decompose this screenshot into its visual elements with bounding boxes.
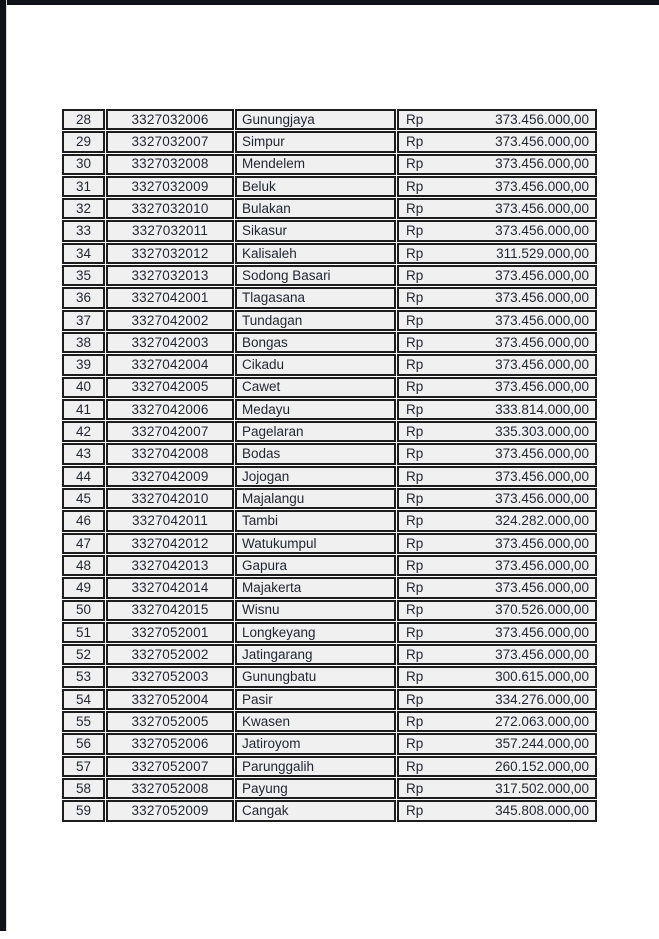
row-number-cell: 51 [62, 622, 105, 643]
amount-cell [397, 510, 597, 531]
amount-wrap [399, 668, 595, 685]
page-edge-top [0, 0, 659, 5]
amount-cell [397, 176, 597, 197]
amount-value: 335.303.000,00 [495, 424, 589, 440]
amount-cell [397, 220, 597, 241]
village-name-cell: Majalangu [235, 488, 396, 509]
village-code-cell: 3327042007 [106, 421, 234, 442]
currency-label: Rp [406, 424, 424, 440]
currency-label: Rp [406, 490, 424, 506]
table-row [62, 733, 597, 754]
amount-wrap [399, 178, 595, 195]
amount-wrap [399, 624, 595, 641]
row-number-cell: 42 [62, 421, 105, 442]
table-row [62, 466, 597, 487]
amount-value: 357.244.000,00 [495, 736, 589, 752]
amount-value: 334.276.000,00 [495, 691, 589, 707]
village-name-cell: Wisnu [235, 600, 396, 621]
village-name-cell: Beluk [235, 176, 396, 197]
village-code-cell: 3327042005 [106, 377, 234, 398]
village-code-cell: 3327052006 [106, 733, 234, 754]
currency-label: Rp [406, 535, 424, 551]
table-row [62, 443, 597, 464]
amount-value: 373.456.000,00 [495, 267, 589, 283]
amount-value: 373.456.000,00 [495, 647, 589, 663]
currency-label: Rp [406, 156, 424, 172]
village-code-cell: 3327052004 [106, 689, 234, 710]
currency-label: Rp [406, 178, 424, 194]
currency-label: Rp [406, 669, 424, 685]
row-number-cell: 41 [62, 399, 105, 420]
amount-cell [397, 600, 597, 621]
amount-wrap [399, 334, 595, 351]
table-row [62, 756, 597, 777]
amount-wrap [399, 691, 595, 708]
village-code-cell: 3327042003 [106, 332, 234, 353]
amount-cell [397, 310, 597, 331]
amount-value: 373.456.000,00 [495, 490, 589, 506]
currency-label: Rp [406, 357, 424, 373]
amount-cell [397, 443, 597, 464]
village-code-cell: 3327032011 [106, 220, 234, 241]
village-name-cell: Bulakan [235, 198, 396, 219]
amount-wrap [399, 156, 595, 173]
amount-wrap [399, 379, 595, 396]
row-number-cell: 53 [62, 666, 105, 687]
amount-cell [397, 399, 597, 420]
amount-wrap [399, 200, 595, 217]
row-number-cell: 45 [62, 488, 105, 509]
table-row [62, 109, 597, 130]
amount-value: 373.456.000,00 [495, 580, 589, 596]
row-number-cell: 57 [62, 756, 105, 777]
table-row [62, 377, 597, 398]
currency-label: Rp [406, 736, 424, 752]
village-name-cell: Bodas [235, 443, 396, 464]
currency-label: Rp [406, 134, 424, 150]
village-name-cell: Kwasen [235, 711, 396, 732]
row-number-cell: 52 [62, 644, 105, 665]
amount-value: 373.456.000,00 [495, 446, 589, 462]
village-code-cell: 3327052007 [106, 756, 234, 777]
currency-label: Rp [406, 111, 424, 127]
amount-cell [397, 733, 597, 754]
village-code-cell: 3327032012 [106, 243, 234, 264]
amount-value: 373.456.000,00 [495, 468, 589, 484]
table-row [62, 622, 597, 643]
table-row [62, 689, 597, 710]
table-row [62, 176, 597, 197]
row-number-cell: 59 [62, 800, 105, 821]
currency-label: Rp [406, 602, 424, 618]
amount-value: 373.456.000,00 [495, 134, 589, 150]
currency-label: Rp [406, 201, 424, 217]
row-number-cell: 30 [62, 154, 105, 175]
row-number-cell: 46 [62, 510, 105, 531]
amount-value: 300.615.000,00 [495, 669, 589, 685]
amount-cell [397, 154, 597, 175]
village-code-cell: 3327042013 [106, 555, 234, 576]
currency-label: Rp [406, 401, 424, 417]
table-row [62, 243, 597, 264]
row-number-cell: 49 [62, 577, 105, 598]
village-code-cell: 3327042002 [106, 310, 234, 331]
amount-value: 373.456.000,00 [495, 156, 589, 172]
village-name-cell: Jatiroyom [235, 733, 396, 754]
table-row [62, 154, 597, 175]
amount-wrap [399, 289, 595, 306]
currency-label: Rp [406, 245, 424, 261]
village-allocation-table [61, 108, 598, 823]
row-number-cell: 55 [62, 711, 105, 732]
village-code-cell: 3327042004 [106, 354, 234, 375]
currency-label: Rp [406, 334, 424, 350]
table-row [62, 488, 597, 509]
table-row [62, 577, 597, 598]
village-code-cell: 3327042015 [106, 600, 234, 621]
row-number-cell: 28 [62, 109, 105, 130]
amount-wrap [399, 646, 595, 663]
amount-wrap [399, 468, 595, 485]
amount-cell [397, 332, 597, 353]
currency-label: Rp [406, 446, 424, 462]
amount-wrap [399, 802, 595, 819]
currency-label: Rp [406, 557, 424, 573]
village-name-cell: Sikasur [235, 220, 396, 241]
amount-wrap [399, 111, 595, 128]
row-number-cell: 38 [62, 332, 105, 353]
village-name-cell: Jojogan [235, 466, 396, 487]
amount-value: 370.526.000,00 [495, 602, 589, 618]
amount-wrap [399, 758, 595, 775]
amount-wrap [399, 356, 595, 373]
row-number-cell: 43 [62, 443, 105, 464]
currency-label: Rp [406, 468, 424, 484]
amount-value: 345.808.000,00 [495, 803, 589, 819]
village-name-cell: Majakerta [235, 577, 396, 598]
village-name-cell: Gunungbatu [235, 666, 396, 687]
row-number-cell: 31 [62, 176, 105, 197]
currency-label: Rp [406, 758, 424, 774]
amount-cell [397, 555, 597, 576]
village-code-cell: 3327032007 [106, 131, 234, 152]
currency-label: Rp [406, 267, 424, 283]
amount-wrap [399, 512, 595, 529]
amount-cell [397, 644, 597, 665]
amount-cell [397, 622, 597, 643]
village-name-cell: Tundagan [235, 310, 396, 331]
village-name-cell: Tambi [235, 510, 396, 531]
table-row [62, 800, 597, 821]
village-code-cell: 3327032010 [106, 198, 234, 219]
table-row [62, 354, 597, 375]
row-number-cell: 29 [62, 131, 105, 152]
amount-wrap [399, 312, 595, 329]
currency-label: Rp [406, 513, 424, 529]
table-row [62, 533, 597, 554]
amount-cell [397, 466, 597, 487]
village-code-cell: 3327042012 [106, 533, 234, 554]
village-name-cell: Jatingarang [235, 644, 396, 665]
amount-cell [397, 243, 597, 264]
row-number-cell: 39 [62, 354, 105, 375]
amount-wrap [399, 535, 595, 552]
village-code-cell: 3327032013 [106, 265, 234, 286]
village-name-cell: Pagelaran [235, 421, 396, 442]
currency-label: Rp [406, 803, 424, 819]
village-name-cell: Payung [235, 778, 396, 799]
amount-cell [397, 354, 597, 375]
amount-value: 373.456.000,00 [495, 312, 589, 328]
village-code-cell: 3327052002 [106, 644, 234, 665]
row-number-cell: 50 [62, 600, 105, 621]
village-name-cell: Parunggalih [235, 756, 396, 777]
amount-cell [397, 756, 597, 777]
amount-cell [397, 421, 597, 442]
row-number-cell: 37 [62, 310, 105, 331]
village-name-cell: Cangak [235, 800, 396, 821]
amount-value: 373.456.000,00 [495, 334, 589, 350]
table-row [62, 510, 597, 531]
village-code-cell: 3327042008 [106, 443, 234, 464]
currency-label: Rp [406, 223, 424, 239]
amount-cell [397, 577, 597, 598]
amount-wrap [399, 713, 595, 730]
amount-value: 373.456.000,00 [495, 357, 589, 373]
amount-cell [397, 689, 597, 710]
village-name-cell: Gapura [235, 555, 396, 576]
amount-wrap [399, 735, 595, 752]
table-row [62, 644, 597, 665]
village-code-cell: 3327052003 [106, 666, 234, 687]
amount-wrap [399, 401, 595, 418]
amount-value: 272.063.000,00 [495, 713, 589, 729]
village-code-cell: 3327042010 [106, 488, 234, 509]
amount-value: 373.456.000,00 [495, 111, 589, 127]
table-row [62, 220, 597, 241]
currency-label: Rp [406, 379, 424, 395]
table-row [62, 332, 597, 353]
amount-value: 373.456.000,00 [495, 379, 589, 395]
row-number-cell: 44 [62, 466, 105, 487]
table-row [62, 265, 597, 286]
amount-cell [397, 711, 597, 732]
village-code-cell: 3327032008 [106, 154, 234, 175]
currency-label: Rp [406, 624, 424, 640]
village-code-cell: 3327042014 [106, 577, 234, 598]
amount-value: 311.529.000,00 [496, 245, 589, 261]
amount-wrap [399, 602, 595, 619]
village-name-cell: Cikadu [235, 354, 396, 375]
village-name-cell: Cawet [235, 377, 396, 398]
amount-value: 373.456.000,00 [495, 178, 589, 194]
table-row [62, 310, 597, 331]
row-number-cell: 56 [62, 733, 105, 754]
table-row [62, 198, 597, 219]
village-code-cell: 3327032009 [106, 176, 234, 197]
row-number-cell: 34 [62, 243, 105, 264]
row-number-cell: 54 [62, 689, 105, 710]
amount-wrap [399, 267, 595, 284]
village-name-cell: Bongas [235, 332, 396, 353]
village-code-cell: 3327042006 [106, 399, 234, 420]
amount-cell [397, 666, 597, 687]
amount-wrap [399, 579, 595, 596]
amount-value: 373.456.000,00 [495, 290, 589, 306]
village-name-cell: Longkeyang [235, 622, 396, 643]
amount-value: 373.456.000,00 [495, 535, 589, 551]
amount-wrap [399, 133, 595, 150]
amount-cell [397, 533, 597, 554]
amount-value: 333.814.000,00 [495, 401, 589, 417]
row-number-cell: 33 [62, 220, 105, 241]
village-name-cell: Gunungjaya [235, 109, 396, 130]
village-code-cell: 3327052009 [106, 800, 234, 821]
amount-cell [397, 265, 597, 286]
row-number-cell: 48 [62, 555, 105, 576]
village-code-cell: 3327042009 [106, 466, 234, 487]
amount-cell [397, 198, 597, 219]
village-name-cell: Mendelem [235, 154, 396, 175]
village-code-cell: 3327042011 [106, 510, 234, 531]
amount-cell [397, 800, 597, 821]
village-code-cell: 3327052005 [106, 711, 234, 732]
village-name-cell: Tlagasana [235, 287, 396, 308]
village-code-cell: 3327032006 [106, 109, 234, 130]
village-code-cell: 3327042001 [106, 287, 234, 308]
currency-label: Rp [406, 312, 424, 328]
amount-value: 373.456.000,00 [495, 557, 589, 573]
amount-cell [397, 131, 597, 152]
currency-label: Rp [406, 647, 424, 663]
row-number-cell: 40 [62, 377, 105, 398]
amount-value: 373.456.000,00 [495, 201, 589, 217]
amount-cell [397, 377, 597, 398]
village-name-cell: Simpur [235, 131, 396, 152]
currency-label: Rp [406, 580, 424, 596]
currency-label: Rp [406, 290, 424, 306]
table-row [62, 399, 597, 420]
amount-value: 317.502.000,00 [495, 780, 589, 796]
village-name-cell: Watukumpul [235, 533, 396, 554]
village-name-cell: Medayu [235, 399, 396, 420]
row-number-cell: 35 [62, 265, 105, 286]
row-number-cell: 47 [62, 533, 105, 554]
currency-label: Rp [406, 780, 424, 796]
amount-cell [397, 778, 597, 799]
table-row [62, 555, 597, 576]
table-row [62, 600, 597, 621]
amount-wrap [399, 780, 595, 797]
amount-wrap [399, 557, 595, 574]
amount-value: 260.152.000,00 [495, 758, 589, 774]
amount-value: 373.456.000,00 [495, 624, 589, 640]
amount-wrap [399, 222, 595, 239]
currency-label: Rp [406, 713, 424, 729]
table-row [62, 421, 597, 442]
amount-value: 324.282.000,00 [495, 513, 589, 529]
row-number-cell: 58 [62, 778, 105, 799]
village-code-cell: 3327052001 [106, 622, 234, 643]
amount-cell [397, 488, 597, 509]
currency-label: Rp [406, 691, 424, 707]
page-edge-shadow [6, 0, 7, 931]
village-name-cell: Pasir [235, 689, 396, 710]
row-number-cell: 36 [62, 287, 105, 308]
table-row [62, 711, 597, 732]
village-name-cell: Sodong Basari [235, 265, 396, 286]
village-name-cell: Kalisaleh [235, 243, 396, 264]
row-number-cell: 32 [62, 198, 105, 219]
amount-cell [397, 287, 597, 308]
table-row [62, 666, 597, 687]
amount-value: 373.456.000,00 [495, 223, 589, 239]
village-code-cell: 3327052008 [106, 778, 234, 799]
table-row [62, 287, 597, 308]
amount-cell [397, 109, 597, 130]
amount-wrap [399, 490, 595, 507]
amount-wrap [399, 445, 595, 462]
table-row [62, 131, 597, 152]
amount-wrap [399, 245, 595, 262]
table-row [62, 778, 597, 799]
table-body [62, 109, 597, 822]
amount-wrap [399, 423, 595, 440]
